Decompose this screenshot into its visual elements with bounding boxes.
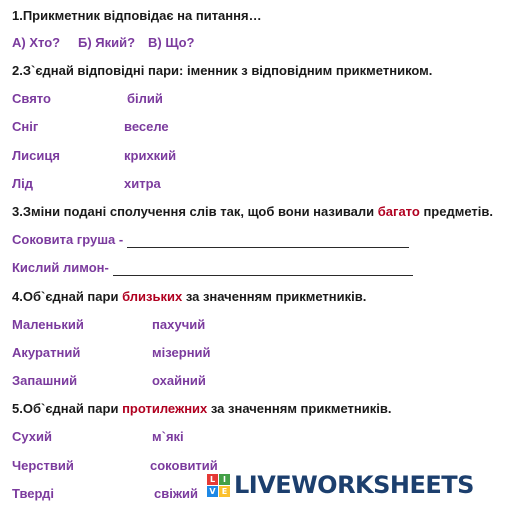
q1-option-c[interactable]: В) Що?: [148, 35, 195, 50]
q3-answer-line-1[interactable]: [127, 235, 409, 248]
q2-left-item[interactable]: Сніг: [12, 119, 39, 134]
q3-title-end: предметів.: [419, 204, 493, 219]
q3-item-label: Соковита груша -: [12, 232, 124, 247]
q2-right-item[interactable]: хитра: [124, 176, 161, 191]
q3-item-1: [12, 232, 409, 248]
q4-right-item[interactable]: пахучий: [152, 317, 206, 332]
q5-right-item[interactable]: свіжий: [154, 486, 199, 501]
logo-tile: V: [207, 486, 218, 497]
logo-tile: E: [219, 486, 230, 497]
q2-left-item[interactable]: Свято: [12, 91, 51, 106]
q3-title-highlight: багато: [377, 204, 420, 219]
logo-text: LIVEWORKSHEETS: [234, 471, 474, 499]
q3-item-label: Кислий лимон-: [12, 260, 109, 275]
q4-left-item[interactable]: Акуратний: [12, 345, 81, 360]
q5-left-item[interactable]: Сухий: [12, 429, 52, 444]
q1-option-b[interactable]: Б) Який?: [78, 35, 136, 50]
logo-tile: L: [207, 474, 218, 485]
liveworksheets-logo: [207, 471, 474, 499]
q3-answer-line-2[interactable]: [113, 263, 413, 276]
q5-title-start: 5.Об`єднай пари: [12, 401, 123, 416]
q2-right-item[interactable]: крихкий: [124, 148, 177, 163]
q5-right-item[interactable]: м`які: [152, 429, 184, 444]
q1-title: 1.Прикметник відповідає на питання…: [12, 8, 262, 23]
q2-left-item[interactable]: Лід: [12, 176, 33, 191]
q1-option-a[interactable]: А) Хто?: [12, 35, 61, 50]
q2-title: 2.З`єднай відповідні пари: іменник з відповідним прикметником.: [12, 63, 433, 78]
q4-right-item[interactable]: охайний: [152, 373, 206, 388]
q5-left-item[interactable]: Тверді: [12, 486, 54, 501]
q5-title-end: за значенням прикметників.: [207, 401, 392, 416]
q5-left-item[interactable]: Черствий: [12, 458, 74, 473]
q4-title-start: 4.Об`єднай пари: [12, 289, 123, 304]
q2-left-item[interactable]: Лисиця: [12, 148, 60, 163]
q5-title-highlight: протилежних: [122, 401, 208, 416]
q3-item-2: [12, 260, 413, 276]
q4-title: [12, 289, 366, 305]
logo-tile: I: [219, 474, 230, 485]
q4-left-item[interactable]: Запашний: [12, 373, 78, 388]
q2-right-item[interactable]: білий: [127, 91, 163, 106]
q4-title-highlight: близьких: [122, 289, 183, 304]
q5-title: [12, 401, 391, 417]
q3-title-start: 3.Зміни подані сполучення слів так, щоб вони називали: [12, 204, 378, 219]
q4-left-item[interactable]: Маленький: [12, 317, 84, 332]
q5-right-item[interactable]: соковитий: [150, 458, 218, 473]
q4-title-end: за значенням прикметників.: [182, 289, 367, 304]
q3-title: [12, 204, 493, 220]
q2-right-item[interactable]: веселе: [124, 119, 169, 134]
q4-right-item[interactable]: мізерний: [152, 345, 211, 360]
logo-tiles-icon: [207, 474, 230, 497]
